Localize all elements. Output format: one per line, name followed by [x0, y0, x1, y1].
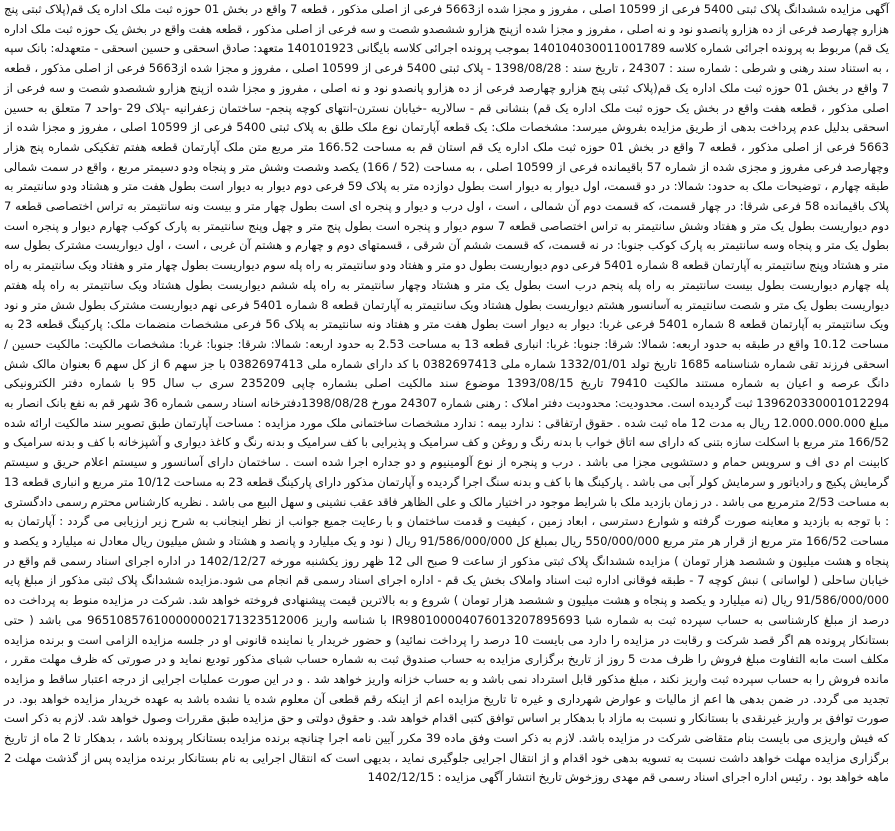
auction-notice-text: آگهی مزایده ششدانگ پلاک ثبتی 5400 فرعی از 10599 اصلی ، مفروز و مجزا شده از5663 فرعی از اصلی مذکور ، قطعه 7 واقع در بخش 01 حوزه ثبت ملک اداره یک قم(پلاک ثبتی پنج هزارو چهارصد فرعی از ده هزارو پانصدو نود و نه اصلی ، مفروز و مجزا شده ازپنج هزارو ششصدو شصت و سه فرعی از اصلی مذکور ، قطعه هفت واقع در بخش یک حوزه ثبت ملک اداره یک قم) مربوط به پرونده اجرائی شماره کلاسه 140104030011001789 بموجب پرونده اجرائی کلاسه بایگانی 140101923 متعهد: صادق اسحقی و حسین اسحقی - متعهدله: بانک سپه ، به استناد سند رهنی و شرطی : شماره سند : 24307 ، تاریخ سند : 1398/08/28 - پلاک ثبتی 5400 فرعی از 10599 اصلی ، مفروز و مجزا شده از5663 فرعی از اصلی مذکور ، قطعه 7 واقع در بخش 01 حوزه ثبت ملک اداره یک قم(پلاک ثبتی پنج هزارو چهارصد فرعی از ده هزارو پانصدو نود و نه اصلی ، مفروز و مجزا شده ازپنج هزارو ششصدو شصت و سه فرعی از اصلی مذکور ، قطعه هفت واقع در بخش یک حوزه ثبت ملک اداره یک قم) بنشانی قم - سالاریه -خیابان نسترن-انتهای کوچه پنجم- ساختمان زعفرانیه -پلاک 29 -واحد 7 متعلق به حسین اسحقی بدلیل عدم پرداخت بدهی از طریق مزایده بفروش میرسد: مشخصات ملک: یک قطعه آپارتمان نوع ملک طلق به پلاک ثبتی 5400 فرعی از 10599 اصلی ، مفروز و مجزا شده از 5663 فرعی از اصلی مذکور ، قطعه 7 واقع در بخش 01 حوزه ثبت ملک اداره یک قم استان قم به مساحت 166.52 متر مربع متن ملک آپارتمان قطعه هفتم تفکیکی شماره پنج هزار وچهارصد فرعی مفروز و مجزی شده از شماره 57 باقیمانده فرعی از 10599 اصلی ، به مساحت (52 / 166) یکصد وشصت وشش متر و پنجاه ودو دسیمتر مربع ، واقع در سمت شمالی طبقه چهارم ، توضیحات ملک به حدود: شمالا: در دو قسمت، اول دیوار به دیوار است بطول دوازده متر به پلاک 59 فرعی دوم دیوار به دیوار است بطول هفت متر و هشتاد ودو سانتیمتر به پلاک باقیمانده 58 فرعی شرقا: در چهار قسمت، که قسمت دوم آن شمالی ، است ، اول درب و دیوار و پنجره ای است بطول چهار متر و بیست ونه سانتیمتر به تراس اختصاصی قطعه 7 دوم دیواریست بطول یک متر و هفتاد وشش سانتیمتر به تراس اختصاصی قطعه 7 سوم دیوار و پنجره است بطول پنج متر و چهل وپنج سانتیمتر به پارک کوکب چهارم دیوار و پنجره است بطول یک متر و پنجاه وسه سانتیمتر به پارک کوکب جنوبا: در نه قسمت، که قسمت ششم آن شرقی ، قسمتهای دوم و چهارم و هشتم آن غربی ، است ، اول دیواریست مشترک بطول سه متر و هشتاد وپنج سانتیمتر به آپارتمان قطعه 8 شماره 5401 فرعی دوم دیواریست بطول دو متر و هفتاد ودو سانتیمتر به راه پله سوم دیواریست بطول چهار متر و هفتاد ویک سانتیمتر به راه پله چهارم دیواریست بطول بیست سانتیمتر به راه پله پنجم درب است بطول یک متر و هشتاد وچهار سانتیمتر به راه پله ششم دیواریست بطول هشتاد ویک سانتیمتر به راه پله هفتم دیواریست بطول یک متر و شصت سانتیمتر به آسانسور هشتم دیواریست بطول هشتاد ویک سانتیمتر به آپارتمان قطعه 8 شماره 5401 فرعی نهم دیواریست مشترک بطول شش متر و نود ویک سانتیمتر به آپارتمان قطعه 8 شماره 5401 فرعی غربا: دیوار به دیوار است بطول هفت متر و هفتاد ونه سانتیمتر به پلاک 56 فرعی مشخصات منضمات ملک: پارکینگ قطعه 23 به مساحت 10.12 واقع در طبقه به حدود اربعه: شمالا: شرقا: جنوبا: غربا: انباری قطعه 13 به مساحت 2.53 به حدود اربعه: شمالا: شرقا: جنوبا: غربا: مشخصات مالکیت: مالکیت حسین / اسحقی فرزند تقی شماره شناسنامه 1685 تاریخ تولد 1332/01/01 شماره ملی 0382697413 با کد دارای شماره ملی 0382697413 با جز سهم 6 از کل سهم 6 بعنوان مالک شش دانگ عرصه و اعیان به شماره مستند مالکیت 79410 تاریخ 1393/08/15 موضوع سند مالکیت اصلی بشماره چاپی 235209 سری ب سال 95 با شماره دفتر الکترونیکی 139620330001012294 ثبت گردیده است. محدودیت: محدودیت دفتر املاک : رهنی شماره 24307 مورخ 1398/08/28دفترخانه اسناد رسمی شماره 36 شهر قم به نفع بانک انصار به مبلغ 12.000.000.000 ریال به مدت 12 ماه ثبت شده . حقوق ارتفاقی : ندارد بیمه : ندارد مشخصات ساختمانی ملک مورد مزایده : مساحت آپارتمان طبق تصویر سند مالکیت ارائه شده 166/52 متر مربع با اسکلت سازه بتنی که دارای سه اتاق خواب با بدنه رنگ و روغن و کف سرامیک و پذیرایی با کف سرامیک و بدنه رنگ و کاغذ دیواری و آشپزخانه با کف و بدنه سرامیک و کابینت ام دی اف و سرویس حمام و دستشویی مجزا می باشد . درب و پنجره از نوع آلومینیوم و دو جداره اجرا شده است . ساختمان دارای آسانسور و سیستم اعلام حریق و سیستم گرمایش پکیج و رادیاتور و سرمایش کولر آبی می باشد . پارکینگ ها با کف و بدنه سنگ اجرا گردیده و آپارتمان مذکور دارای پارکینگ قطعه 23 به مساحت 10/12 متر مربع و انباری قطعه 13 به مساحت 2/53 مترمربع می باشد . در زمان بازدید ملک با شرایط موجود در اختیار مالک و علی الظاهر فاقد عقب نشینی و سهل البیع می باشد . نظریه کارشناس محترم رسمی دادگستری : با توجه به بازدید و معاینه صورت گرفته و شوارع دسترسی ، ابعاد زمین ، کیفیت و قدمت ساختمان و با رعایت جمیع جوانب از نظر اینجانب به شرح زیر ارزیابی می گردد : آپارتمان به مساحت 166/52 متر مربع از قرار هر متر مربع 550/000/000 ریال بمبلغ کل 91/586/000/000 ریال ( نود و یک میلیارد و پانصد و هشتاد و شش میلیون ریال معادل نه میلیارد و یکصد و پنجاه و هشت میلیون و ششصد هزار تومان ) مزایده ششدانگ پلاک ثبتی مذکور از ساعت 9 صبح الی 12 ظهر روز یکشنبه مورخه 1402/12/27 در اداره اجرای اسناد رسمی قم واقع در خیابان ساحلی ( لواسانی ) نبش کوچه 7 - طبقه فوقانی اداره ثبت اسناد واملاک بخش یک قم - اداره اجرای اسناد رسمی قم انجام می شود.مزایده ششدانگ پلاک ثبتی مذکور از مبلغ پایه 91/586/000/000 ریال (نه میلیارد و یکصد و پنجاه و هشت میلیون و ششصد هزار تومان ) شروع و به بالاترین قیمت پیشنهادی فروخته خواهد شد. شرکت در مزایده منوط به پرداخت ده درصد از مبلغ کارشناسی به حساب سپرده ثبت به شماره شبا IR980100004076013207895693 با شناسه واریز 965108576100000002171323512006 می باشد ( حتی بستانکار پرونده هم اگر قصد شرکت و رقابت در مزایده را دارد می بایست 10 درصد را پرداخت نمائید) و حضور خریدار یا نماینده قانونی او در جلسه مزایده الزامی است و برنده مزایده مکلف است مابه التفاوت مبلغ فروش را ظرف مدت 5 روز از تاریخ برگزاری مزایده به حساب صندوق ثبت به شماره حساب شبای مذکور تودیع نماید و در صورتی که ظرف مهلت مقرر ، مانده فروش را به حساب سپرده ثبت واریز نکند ، مبلغ مذکور قابل استرداد نمی باشد و به حساب خزانه واریز خواهد شد . و در این صورت عملیات اجرایی از درجه اعتبار ساقط و مزایده تجدید می گردد. در ضمن بدهی ها اعم از مالیات و عوارض شهرداری و غیره تا تاریخ مزایده اعم از اینکه رقم قطعی آن معلوم شده یا نشده باشد به عهده خریدار مزایده خواهد بود. در صورت توافق بر واریز غیرنقدی با بستانکار و نسبت به مازاد با بدهکار بر اساس توافق کتبی اقدام خواهد شد. و حقوق دولتی و حق مزایده طبق مقررات وصول خواهد شد. لازم به ذکر است که فیش واریزی می بایست بنام متقاضی شرکت در مزایده باشد. لازم به ذکر است وفق ماده 39 مکرر آیین نامه اجرا چنانچه برنده مزایده بستانکار پرونده باشد ، بدهکار تا 2 ماه از تاریخ برگزاری مزایده مهلت خواهد داشت نسبت به تسویه بدهی خود اقدام و از انتقال اجرایی جلوگیری نماید ، بدیهی است که انتقال اجرایی به نام بستانکار برنده مزایده پس از گذشت مهلت 2 ماهه خواهد بود . رئیس اداره اجرای اسناد رسمی قم مهدی روزخوش تاریخ انتشار آگهی مزایده : 1402/12/15: [4, 2, 890, 785]
